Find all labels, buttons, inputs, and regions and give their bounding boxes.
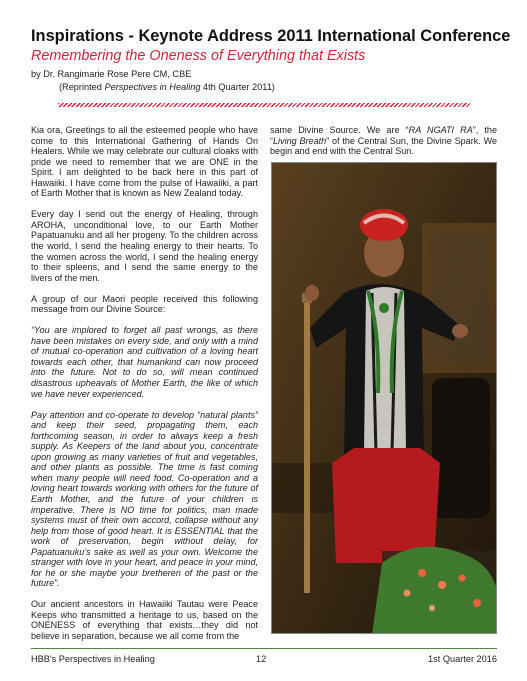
paragraph-healing: Every day I send out the energy of Healing, through AROHA, unconditional love, to our Earth Mother Papatuanuku and all her progeny. To the children across the world, I send the healing energy to their hearts. To the women across the world, I send the healing energy to their spleens, and I send the same energy to the livers of the men. xyxy=(31,209,258,283)
reprint-note xyxy=(59,82,275,92)
paragraph-message-intro: A group of our Maori people received this following message from our Divine Source: xyxy=(31,293,258,315)
article-title: Inspirations - Keynote Address 2011 International Conference xyxy=(31,27,511,45)
text-segment: ” of the Central Sun, the Divine Spark. We begin and end with the Central Sun. xyxy=(270,135,497,157)
text-segment: ”, the “ xyxy=(270,125,497,146)
reprint-suffix: 4th Quarter 2011) xyxy=(200,82,275,92)
article-subtitle: Remembering the Oneness of Everything that Exists xyxy=(31,48,366,64)
footer-issue: 1st Quarter 2016 xyxy=(428,654,497,664)
paragraph-quote-2: Pay attention and co-operate to develop “natural plants” and keep their seed, propagating them, each forthcoming season, in order to always keep a fresh supply. As Keepers of the land about you, concentrate upon growing as many varieties of fruit and vegetables, and other plants as possible. The time is fast coming when many people will need food. Co-operation and a loving heart towards working with others for the future of Earth Mother, and the future of your children is imperative. There is NO time for politics, man made systems must of their own accord, collapse without any help from those of good heart. It is ESSENTIAL that the work of preservation, begin without delay, for Papatuanuku’s sake as well as your own. Welcome the stranger with love in your heart, and peace in your mind, for he or she maybe your bretheren of the past or the future”. xyxy=(31,409,258,589)
paragraph-quote-1: “You are implored to forget all past wrongs, as there have been mistakes on every side, and only with a mind of mutual co-operation and cultivation of a loving heart towards each other, that humankind can now proceed into the future. Not to do so, will mean continued disastrous upheavals of Mother Earth, the like of which we have never experienced. xyxy=(31,325,258,399)
footer-publication: HBB's Perspectives in Healing xyxy=(31,654,155,664)
article-right-column xyxy=(270,125,497,157)
paragraph-greeting: Kia ora, Greetings to all the esteemed people who have come to this International Gathering of Hands On Healers. While we may celebrate our cultural cloaks with pride we need to remember that we are ONE in the Spirit. I am delighted to be back here in this part of Hawaiiki. I have come from the pulse of Hawaiiki, a part of Earth Mother that is known as New Zealand today. xyxy=(31,125,258,199)
byline: by Dr. Rangimarie Rose Pere CM, CBE xyxy=(31,69,192,79)
article-left-column xyxy=(31,125,258,652)
text-ra-ngati-ra: RA NGATI RA xyxy=(408,125,473,135)
speaker-photo xyxy=(271,162,497,634)
paragraph-divine-source xyxy=(270,125,497,157)
reprint-prefix: (Reprinted xyxy=(59,82,105,92)
footer-page-number: 12 xyxy=(256,654,267,664)
speaker-photo-illustration xyxy=(272,163,497,634)
footer-divider xyxy=(31,648,497,649)
decorative-divider xyxy=(58,103,470,107)
paragraph-ancestors: Our ancient ancestors in Hawaiiki Tautau were Peace Keeps who transmitted a heritage to us, based on the ONENESS of everything that exists…they did not believe in separation, because we all come from the xyxy=(31,599,258,642)
text-living-breath: Living Breath xyxy=(273,135,327,146)
text-segment: same Divine Source. We are “ xyxy=(270,125,409,135)
reprint-publication: Perspectives in Healing xyxy=(104,82,201,92)
